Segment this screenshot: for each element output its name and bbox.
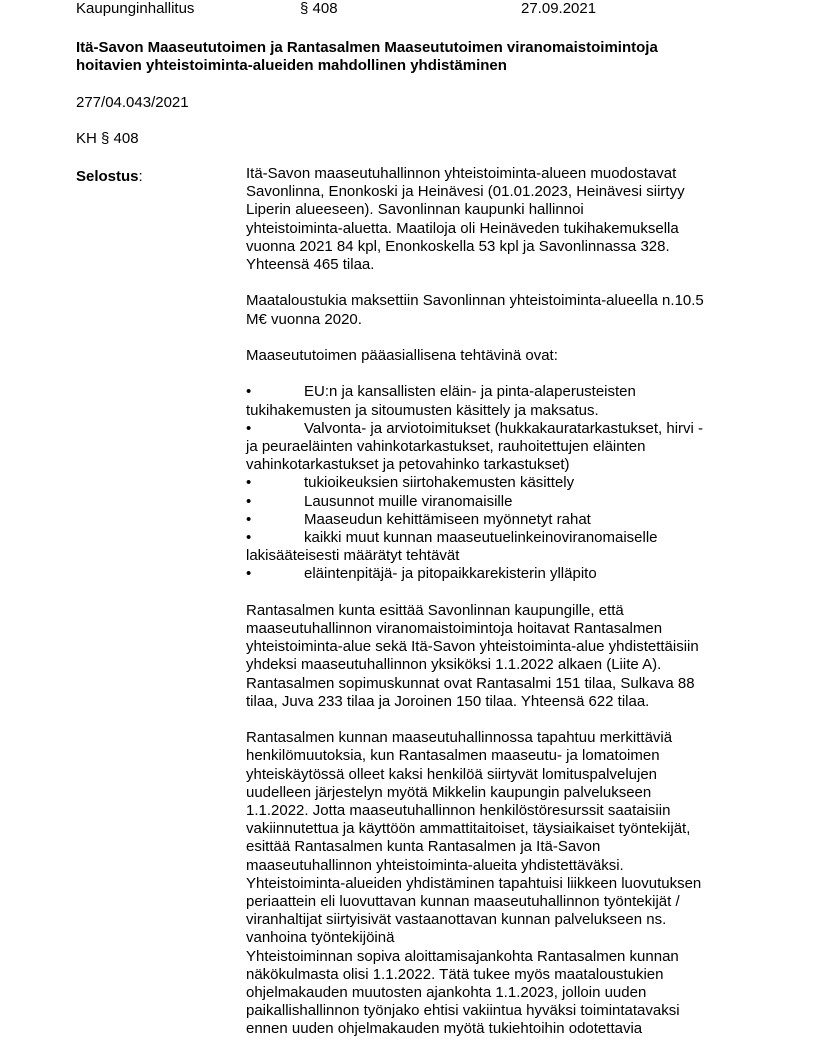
para5-line: Rantasalmen kunnan maaseutuhallinnossa tapahtuu merkittäviä (246, 729, 673, 747)
para4-line: yhdeksi maaseutuhallinnon yksiköksi 1.1.2022 alkaen (Liite A). (246, 656, 662, 674)
bullet-item-1 (246, 383, 746, 419)
bullet-text: eläintenpitäjä- ja pitopaikkarekisterin ylläpito (304, 565, 597, 583)
bullet-text: Valvonta- ja arviotoimitukset (hukkakauratarkastukset, hirvi - (304, 419, 704, 437)
spacer (246, 365, 746, 383)
para4-line: yhteistoiminta-alue sekä Itä-Savon yhteistoiminta-alue yhdistettäisiin (246, 638, 699, 656)
spacer (246, 711, 746, 729)
para5-line: vanhoina työntekijöinä (246, 929, 395, 947)
bullet-text: Lausunnot muille viranomaisille (304, 492, 513, 510)
paragraph-5 (246, 729, 746, 1038)
header-date: 27.09.2021 (521, 0, 597, 17)
document-title (76, 39, 658, 75)
para4-line: Rantasalmen kunta esittää Savonlinnan kaupungille, että (246, 601, 624, 619)
para4-line: tilaa, Juva 233 tilaa ja Joroinen 150 tilaa. Yhteensä 622 tilaa. (246, 692, 650, 710)
bullet-icon: • (246, 419, 252, 437)
bullet-text-cont: ja peuraeläinten vahinkotarkastukset, rauhoitettujen eläinten (246, 438, 646, 455)
bullet-text: Maaseudun kehittämiseen myönnetyt rahat (304, 510, 591, 528)
para5-line: uudelleen järjestelyn myötä Mikkelin kaupungin palvelukseen (246, 783, 652, 801)
paragraph-1 (246, 165, 746, 274)
bullet-item-7 (246, 565, 746, 583)
para5-line: esittää Rantasalmen kunta Rantasalmen ja Itä-Savon (246, 838, 601, 856)
para2-line: Maataloustukia maksettiin Savonlinnan yhteistoiminta-alueella n.10.5 (246, 292, 704, 310)
para1-line: Itä-Savon maaseutuhallinnon yhteistoiminta-alueen muodostavat (246, 165, 677, 182)
bullet-text-cont: vahinkotarkastukset ja petovahinko tarkastukset) (246, 456, 570, 474)
title-line-2: hoitavien yhteistoiminta-alueiden mahdollinen yhdistäminen (76, 57, 507, 75)
spacer (246, 584, 746, 602)
bullet-icon: • (246, 529, 252, 547)
para5-line: vakiinnutettua ja käyttöön ammattitaitoiset, täysiaikaiset työntekijät, (246, 820, 691, 838)
diary-number: 277/04.043/2021 (76, 94, 189, 111)
bullet-icon: • (246, 565, 252, 583)
para1-line: Liperin alueeseen). Savonlinnan kaupunki hallinnoi (246, 201, 584, 219)
bullet-item-6 (246, 529, 746, 565)
bullet-text: tukioikeuksien siirtohakemusten käsittely (304, 474, 575, 492)
para1-line: Savonlinna, Enonkoski ja Heinävesi (01.01.2023, Heinävesi siirtyy (246, 183, 685, 201)
bullet-item-5 (246, 511, 746, 529)
selostus-label-text: Selostus (76, 168, 139, 185)
para1-line: vuonna 2021 84 kpl, Enonkoskella 53 kpl ja Savonlinnassa 328. (246, 237, 670, 255)
para5-line: näkökulmasta olisi 1.1.2022. Tätä tukee myös maataloustukien (246, 965, 664, 983)
bullet-item-4 (246, 493, 746, 511)
kh-reference: KH § 408 (76, 130, 139, 147)
bullet-icon: • (246, 510, 252, 528)
selostus-body (246, 165, 746, 1039)
bullet-icon: • (246, 383, 252, 401)
para2-line: M€ vuonna 2020. (246, 310, 362, 328)
selostus-colon: : (138, 168, 143, 185)
bullet-text-cont: lakisääteisesti määrätyt tehtävät (246, 547, 460, 565)
paragraph-3 (246, 347, 746, 365)
bullet-text-cont: tukihakemusten ja sitoumusten käsittely ja maksatus. (246, 401, 599, 419)
bullet-item-3 (246, 474, 746, 492)
paragraph-4 (246, 602, 746, 711)
para5-line: Yhteistoiminnan sopiva aloittamisajankohta Rantasalmen kunnan (246, 947, 679, 965)
bullet-icon: • (246, 474, 252, 492)
header-organ: Kaupunginhallitus (76, 0, 195, 17)
para5-line: viranhaltijat siirtyisivät vastaanottavan kunnan palvelukseen ns. (246, 911, 667, 929)
paragraph-2 (246, 292, 746, 328)
para5-line: Yhteistoiminta-alueiden yhdistäminen tapahtuisi liikkeen luovutuksen (246, 874, 702, 892)
bullet-icon: • (246, 492, 252, 510)
bullet-item-2 (246, 420, 746, 475)
selostus-label (76, 168, 143, 186)
para5-line: maaseutuhallinnon yhteistoiminta-alueita yhdistettäväksi. (246, 856, 624, 874)
para5-line: paikallishallinnon työnjako ehtisi vakiintua hyväksi toimintatavaksi (246, 1002, 680, 1020)
para5-line: 1.1.2022. Jotta maaseutuhallinnon henkilöstöresurssit saataisiin (246, 802, 671, 820)
header-section: § 408 (300, 0, 338, 17)
para3-line: Maaseututoimen pääasiallisena tehtävinä ovat: (246, 347, 558, 364)
bullet-text: EU:n ja kansallisten eläin- ja pinta-alaperusteisten (304, 383, 636, 401)
para5-line: periaattein eli luovuttavan kunnan maaseutuhallinnon työntekijät / (246, 893, 680, 911)
spacer (246, 329, 746, 347)
spacer (246, 274, 746, 292)
title-line-1: Itä-Savon Maaseututoimen ja Rantasalmen Maaseututoimen viranomaistoimintoja (76, 39, 658, 56)
para5-line: ennen uuden ohjelmakauden myötä tukiehtoihin odotettavia (246, 1020, 643, 1038)
bullet-text: kaikki muut kunnan maaseutuelinkeinoviranomaiselle (304, 529, 658, 547)
bullet-list (246, 383, 746, 583)
para1-line: yhteistoiminta-aluetta. Maatiloja oli Heinäveden tukihakemuksella (246, 219, 679, 237)
para1-line: Yhteensä 465 tilaa. (246, 256, 375, 274)
para4-line: maaseutuhallinnon viranomaistoimintoja hoitavat Rantasalmen (246, 620, 663, 638)
para5-line: ohjelmakauden muutosten ajankohta 1.1.2023, jolloin uuden (246, 984, 647, 1002)
para5-line: yhteiskäytössä olleet kaksi henkilöä siirtyvät lomituspalvelujen (246, 765, 658, 783)
para4-line: Rantasalmen sopimuskunnat ovat Rantasalmi 151 tilaa, Sulkava 88 (246, 674, 695, 692)
para5-line: henkilömuutoksia, kun Rantasalmen maaseutu- ja lomatoimen (246, 747, 660, 765)
